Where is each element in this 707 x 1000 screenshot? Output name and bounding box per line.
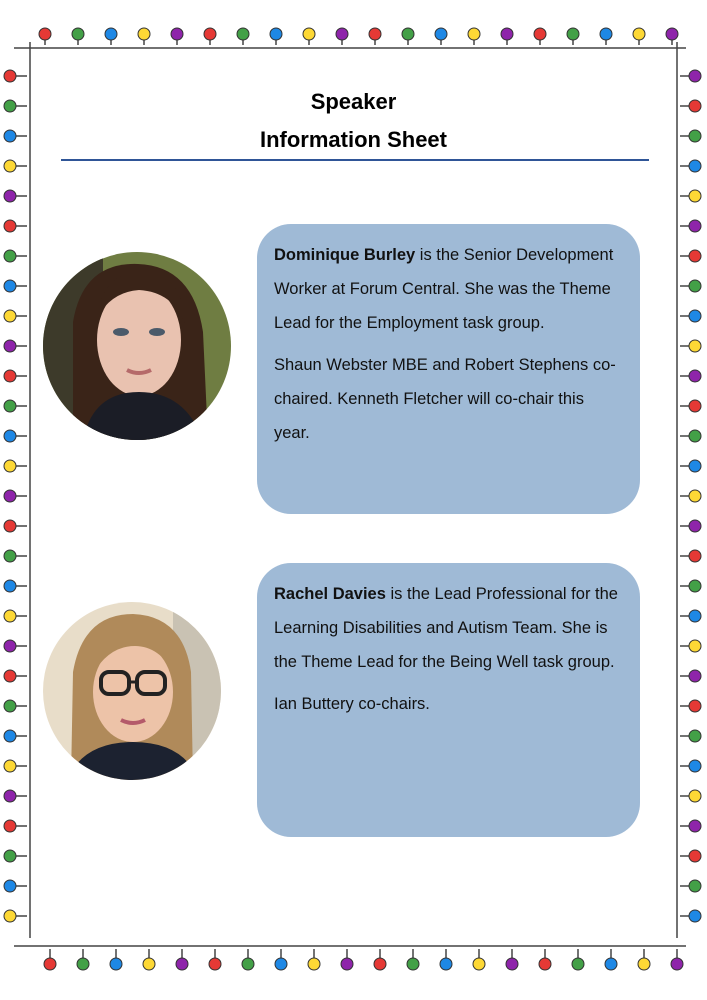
light-bulb-icon [275,958,287,970]
light-bulb-icon [689,250,701,262]
light-bulb-icon [4,220,16,232]
light-bulb-icon [605,958,617,970]
light-bulb-icon [4,760,16,772]
light-bulb-icon [689,490,701,502]
light-bulb-icon [237,28,249,40]
light-bulb-icon [689,280,701,292]
light-bulb-icon [4,580,16,592]
light-bulb-icon [4,790,16,802]
light-bulb-icon [138,28,150,40]
light-bulb-icon [4,850,16,862]
light-bulb-icon [143,958,155,970]
page-title-line-1: Speaker [310,89,397,114]
light-bulb-icon [689,670,701,682]
speaker-name: Dominique Burley [274,246,416,264]
light-bulb-icon [4,880,16,892]
light-bulb-icon [567,28,579,40]
speaker-name: Rachel Davies [274,585,386,603]
light-bulb-icon [689,580,701,592]
light-bulb-icon [4,310,16,322]
light-bulb-icon [572,958,584,970]
light-bulb-icon [77,958,89,970]
light-bulb-icon [689,880,701,892]
light-bulb-icon [689,310,701,322]
light-bulb-icon [4,670,16,682]
light-bulb-icon [4,460,16,472]
light-bulb-icon [4,730,16,742]
light-bulb-icon [303,28,315,40]
speaker-photo-dominique [43,252,231,440]
light-bulb-icon [4,820,16,832]
light-bulb-icon [171,28,183,40]
light-bulb-icon [4,190,16,202]
light-bulb-icon [638,958,650,970]
light-bulb-icon [4,430,16,442]
light-bulb-icon [689,550,701,562]
light-bulb-icon [689,910,701,922]
light-bulb-icon [4,910,16,922]
light-bulb-icon [689,610,701,622]
light-bulb-icon [539,958,551,970]
light-bulb-icon [407,958,419,970]
light-bulb-icon [105,28,117,40]
light-bulb-icon [242,958,254,970]
speaker-note-rachel: Ian Buttery co-chairs. [274,695,430,713]
speaker-bio-rachel [274,577,624,679]
light-bulb-icon [689,220,701,232]
light-bulb-icon [689,460,701,472]
light-bulb-icon [44,958,56,970]
light-bulb-icon [689,640,701,652]
light-bulb-icon [4,280,16,292]
speaker-photo-rachel [43,602,221,780]
light-bulb-icon [689,160,701,172]
light-bulb-icon [4,160,16,172]
light-bulb-icon [506,958,518,970]
light-bulb-icon [341,958,353,970]
speaker-bio-dominique [274,238,624,340]
light-bulb-icon [4,640,16,652]
light-bulb-icon [308,958,320,970]
light-bulb-icon [4,550,16,562]
light-bulb-icon [468,28,480,40]
light-bulb-icon [633,28,645,40]
light-bulb-icon [4,700,16,712]
light-bulb-icon [689,520,701,532]
light-bulb-icon [110,958,122,970]
light-bulb-icon [4,70,16,82]
speaker-note-dominique: Shaun Webster MBE and Robert Stephens co-chaired. Kenneth Fletcher will co-chair this year. [274,356,616,442]
light-bulb-icon [666,28,678,40]
light-bulb-icon [4,340,16,352]
light-bulb-icon [689,370,701,382]
title-divider [61,159,649,161]
light-bulb-icon [689,760,701,772]
light-bulb-icon [176,958,188,970]
light-bulb-icon [4,610,16,622]
light-bulb-icon [600,28,612,40]
light-bulb-icon [473,958,485,970]
light-bulb-icon [39,28,51,40]
speaker-card-rachel [257,563,640,837]
light-bulb-icon [4,250,16,262]
light-bulb-icon [4,370,16,382]
light-bulb-icon [534,28,546,40]
light-bulb-icon [374,958,386,970]
light-bulb-icon [336,28,348,40]
light-bulb-icon [689,820,701,832]
light-bulb-icon [440,958,452,970]
light-bulb-icon [689,850,701,862]
light-bulb-icon [209,958,221,970]
light-bulb-icon [689,700,701,712]
light-bulb-icon [689,340,701,352]
speaker-intro: is the Lead Professional for the Learning Disabilities and Autism Team. She is the Theme Lead for the Being Well task group. [274,585,618,671]
light-bulb-icon [671,958,683,970]
light-bulb-icon [689,730,701,742]
speaker-intro: is the Senior Development Worker at Forum Central. She was the Theme Lead for the Employment task group. [274,246,614,332]
light-bulb-icon [689,190,701,202]
light-bulb-icon [4,400,16,412]
light-bulb-icon [501,28,513,40]
light-bulb-icon [4,520,16,532]
light-bulb-icon [4,490,16,502]
light-bulb-icon [72,28,84,40]
light-bulb-icon [689,70,701,82]
light-bulb-icon [270,28,282,40]
speaker-card-dominique [257,224,640,514]
light-bulb-icon [689,790,701,802]
light-bulb-icon [369,28,381,40]
light-bulb-icon [435,28,447,40]
light-bulb-icon [204,28,216,40]
light-bulb-icon [402,28,414,40]
light-bulb-icon [689,430,701,442]
page-title-line-2: Information Sheet [259,127,447,152]
light-bulb-icon [689,400,701,412]
